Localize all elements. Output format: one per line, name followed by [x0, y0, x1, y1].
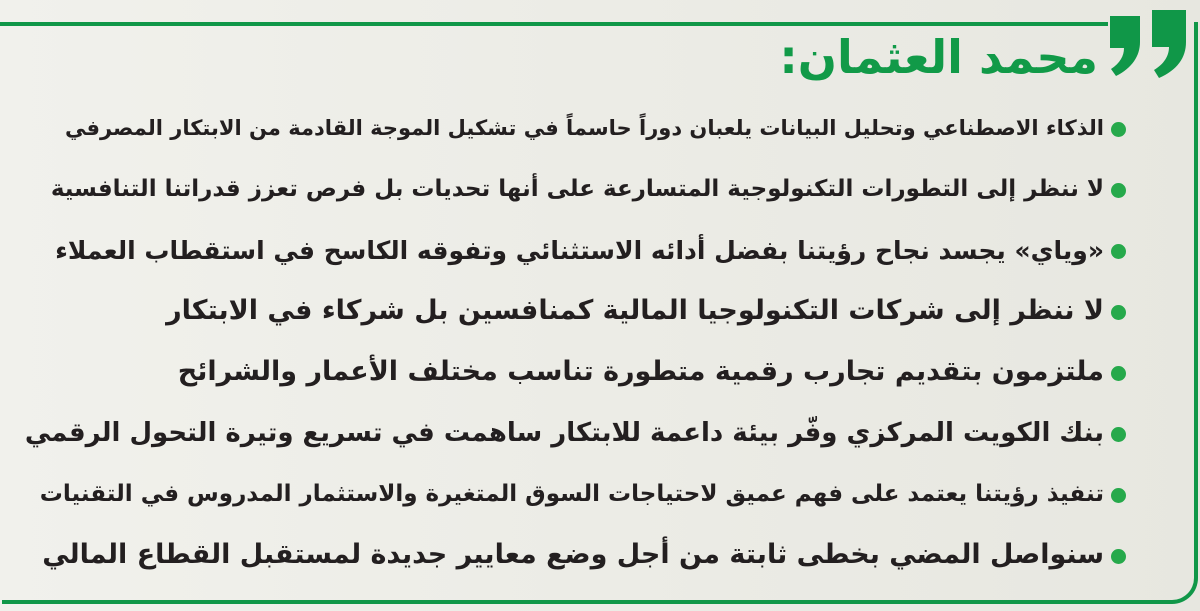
bullet-dot-icon: [1111, 122, 1126, 137]
list-item-text: لا ننظر إلى شركات التكنولوجيا المالية كمنافسين بل شركاء في الابتكار: [166, 295, 1104, 327]
list-item-text: الذكاء الاصطناعي وتحليل البيانات يلعبان دوراً حاسماً في تشكيل الموجة القادمة من الابتكار المصرفي: [65, 115, 1104, 140]
list-item-text: لا ننظر إلى التطورات التكنولوجية المتسارعة على أنها تحديات بل فرص تعزز قدراتنا التنافسية: [50, 175, 1104, 202]
bullet-dot-icon: [1111, 488, 1126, 503]
list-item: [24, 159, 1104, 220]
list-item: [24, 220, 1104, 281]
bullet-dot-icon: [1111, 366, 1126, 381]
bullet-dot-icon: [1111, 244, 1126, 259]
quote-icon: [1106, 0, 1190, 80]
list-item: [24, 464, 1104, 525]
bullet-dot-icon: [1111, 183, 1126, 198]
list-item: [24, 525, 1104, 586]
list-item-text: ملتزمون بتقديم تجارب رقمية متطورة تناسب مختلف الأعمار والشرائح: [177, 356, 1104, 388]
list-item: [24, 281, 1104, 342]
list-item: [24, 403, 1104, 464]
quote-list: [24, 98, 1104, 586]
list-item-text: «وياي» يجسد نجاح رؤيتنا بفضل أدائه الاستثنائي وتفوقه الكاسح في استقطاب العملاء: [55, 235, 1104, 265]
header: [779, 26, 1098, 88]
list-item-text: سنواصل المضي بخطى ثابتة من أجل وضع معايير جديدة لمستقبل القطاع المالي: [42, 539, 1104, 571]
list-item-text: بنك الكويت المركزي وفّر بيئة داعمة للابتكار ساهمت في تسريع وتيرة التحول الرقمي: [24, 417, 1104, 448]
list-item-text: تنفيذ رؤيتنا يعتمد على فهم عميق لاحتياجات السوق المتغيرة والاستثمار المدروس في التقنيات: [39, 480, 1104, 507]
bullet-dot-icon: [1111, 549, 1126, 564]
speaker-name: محمد العثمان:: [779, 30, 1098, 84]
list-item: [24, 342, 1104, 403]
list-item: [24, 98, 1104, 159]
bullet-dot-icon: [1111, 305, 1126, 320]
bullet-dot-icon: [1111, 427, 1126, 442]
